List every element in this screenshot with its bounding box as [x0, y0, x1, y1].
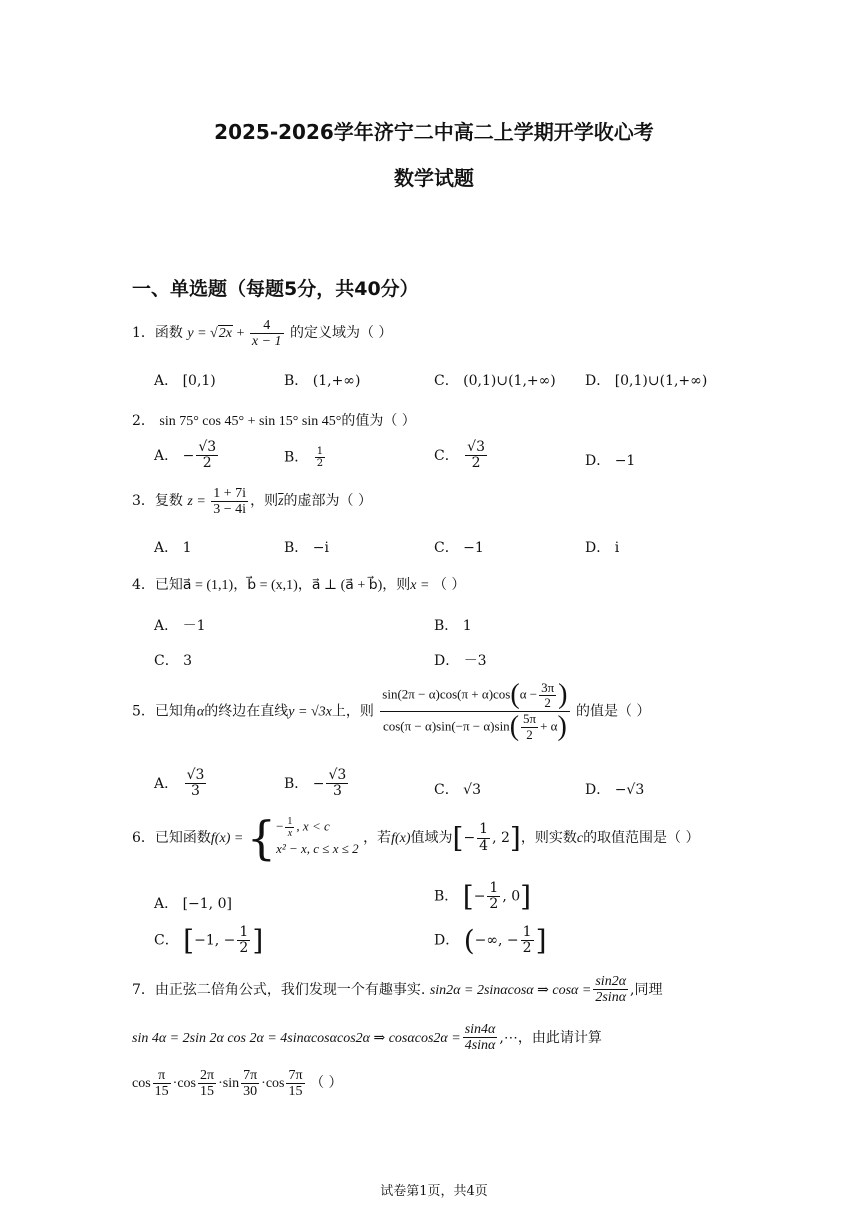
- fraction-numerator: √3: [467, 439, 485, 455]
- option-sign: −: [312, 775, 325, 792]
- option-label: A．: [154, 540, 179, 556]
- option-label: B．: [284, 373, 309, 389]
- line-equation: y = √3x: [288, 704, 332, 720]
- option-value: (0,1)∪(1,+∞): [463, 373, 556, 389]
- q4-option-b[interactable]: [434, 615, 472, 635]
- question-7-line-2: [132, 1022, 602, 1054]
- question-text: 复数: [154, 493, 183, 510]
- q2-option-a[interactable]: [154, 440, 220, 472]
- question-suffix: （ ）: [432, 577, 466, 593]
- math-part: + α: [540, 718, 558, 734]
- question-6: 6．已知函数f(x) = { − $\frac{1}{x}$ , x < c x² − x, c ≤ x ≤ 2 ，若f(x)值域为[− $\frac{1}{4}$ , 2]，则实数c的取值范围是（ ）: [132, 811, 700, 865]
- fraction-denominator: 2: [526, 726, 533, 742]
- question-2: [132, 410, 416, 430]
- trig-fn: ·cos: [261, 1076, 285, 1092]
- option-label: D．: [585, 540, 611, 556]
- option-value: i: [614, 540, 620, 556]
- option-sign: −: [473, 888, 486, 905]
- q4-option-c[interactable]: [154, 650, 192, 670]
- question-text: ，则: [382, 577, 411, 593]
- fraction-denominator: x: [287, 828, 293, 840]
- question-number: 7．: [132, 981, 155, 998]
- piecewise-cases: [276, 816, 359, 860]
- question-text: ，若: [363, 830, 392, 846]
- q3-option-a[interactable]: [154, 537, 192, 557]
- question-suffix: 的虚部为（ ）: [283, 493, 372, 510]
- question-4: [132, 574, 465, 594]
- fraction-denominator: 15: [200, 1084, 215, 1100]
- option-rest: , 0: [502, 888, 521, 905]
- question-number: 3．: [132, 493, 155, 510]
- separator: ，: [297, 577, 312, 593]
- exam-title: 2025-2026学年济宁二中高二上学期开学收心考: [214, 120, 654, 144]
- question-number: 2．: [132, 413, 155, 429]
- fraction-numerator: 1: [489, 879, 499, 896]
- option-label: C．: [434, 540, 459, 556]
- math-lhs: x =: [410, 578, 433, 593]
- fraction-denominator: 30: [243, 1084, 258, 1100]
- case-2: x² − x, c ≤ x ≤ 2: [276, 841, 359, 857]
- q1-option-a[interactable]: [154, 370, 216, 390]
- fraction-numerator: π: [153, 1068, 171, 1084]
- case-sign: −: [276, 818, 284, 834]
- option-label: B．: [284, 775, 309, 792]
- option-label: D．: [585, 453, 611, 469]
- q6-option-c[interactable]: C． [−1, − $\frac{1}{2}$ ]: [154, 923, 264, 957]
- sqrt-arg: 2x: [218, 326, 232, 342]
- math-expression: sin 75° cos 45° + sin 15° sin 45°: [159, 414, 342, 429]
- separator: ，: [233, 577, 248, 593]
- fraction-numerator: √3: [186, 767, 205, 783]
- fraction-denominator: 15: [154, 1084, 169, 1100]
- fraction-numerator: sin2α: [595, 974, 627, 989]
- option-value: 1: [182, 540, 192, 556]
- math-expression: sin 4α = 2sin 2α cos 2α = 4sinαcosαcos2α ⇒ cosαcos2α =: [132, 1030, 461, 1046]
- question-suffix: （ ）: [310, 1075, 343, 1092]
- option-value: －1: [182, 618, 206, 634]
- fraction-numerator: 1 + 7i: [213, 486, 247, 501]
- vector-b: b⃗ = (x,1): [247, 578, 298, 593]
- fraction-numerator: √3: [328, 767, 347, 783]
- function-ref: f(x): [391, 831, 411, 846]
- option-label: C．: [434, 447, 459, 464]
- trig-fn: cos: [132, 1076, 151, 1092]
- option-label: C．: [434, 373, 459, 389]
- option-label: A．: [154, 896, 179, 912]
- option-label: D．: [434, 653, 460, 669]
- fraction-denominator: 3 − 4i: [213, 502, 247, 518]
- fraction-denominator: 3: [191, 783, 200, 800]
- option-label: A．: [154, 618, 179, 634]
- fraction-denominator: 2: [202, 455, 212, 472]
- option-value: [−1, 0]: [182, 896, 232, 912]
- big-fraction-denominator: cos(π − α)sin(−π − α)sin( $\frac{5\pi}{2}$ + α): [382, 710, 567, 742]
- q1-option-c[interactable]: [434, 370, 556, 390]
- option-label: A．: [154, 775, 179, 792]
- fraction-numerator: 7π: [243, 1068, 258, 1083]
- option-label: A．: [154, 373, 179, 389]
- q2-option-c[interactable]: [434, 440, 489, 472]
- option-label: D．: [585, 373, 611, 389]
- option-value: −i: [312, 540, 329, 556]
- case-condition: , x < c: [296, 818, 330, 834]
- option-label: A．: [154, 447, 179, 464]
- fraction-denominator: 2: [239, 940, 249, 956]
- option-value: [0,1)∪(1,+∞): [614, 373, 708, 389]
- question-text: 的终边在直线: [204, 703, 289, 720]
- option-label: D．: [434, 932, 460, 949]
- q3-option-c[interactable]: [434, 537, 484, 557]
- section-heading: 一、单选题（每题5分，共40分）: [132, 278, 419, 300]
- option-value: 3: [183, 653, 193, 669]
- fraction-denominator: 3: [332, 783, 342, 800]
- fraction-numerator: 1: [316, 446, 324, 457]
- range-sign: −: [463, 830, 476, 846]
- question-suffix: 的取值范围是（ ）: [583, 830, 700, 846]
- fraction-numerator: 1: [479, 821, 489, 838]
- question-7-line-1: [132, 974, 663, 1006]
- question-number: 6．: [132, 830, 155, 846]
- q5-option-d[interactable]: [585, 779, 644, 799]
- option-label: B．: [434, 618, 459, 634]
- option-label: C．: [434, 782, 459, 798]
- option-label: C．: [154, 932, 179, 949]
- q2-option-d[interactable]: [585, 450, 635, 470]
- question-suffix: 的定义域为（ ）: [289, 325, 393, 342]
- question-text: 已知函数: [154, 830, 211, 846]
- page-footer: 试卷第1页，共4页: [380, 1184, 488, 1199]
- question-number: 1．: [132, 325, 155, 342]
- question-suffix: 的值是（ ）: [575, 703, 651, 720]
- q6-option-b[interactable]: B． [− $\frac{1}{2}$ , 0]: [434, 879, 532, 913]
- exam-subtitle: 数学试题: [394, 166, 474, 190]
- fraction-numerator: 5π: [523, 711, 537, 727]
- question-text: ，则实数: [520, 830, 577, 846]
- option-prefix: −∞, −: [474, 932, 519, 949]
- option-sign: −: [182, 447, 195, 464]
- fraction-denominator: 4sinα: [464, 1038, 496, 1054]
- q5-option-a[interactable]: [154, 768, 208, 800]
- question-suffix: 的值为（ ）: [341, 413, 416, 429]
- question-3: [132, 486, 372, 518]
- fraction-numerator: 3π: [541, 679, 555, 695]
- angle-alpha: α: [196, 704, 205, 720]
- fraction-numerator: 4: [250, 318, 284, 334]
- fraction-denominator: x − 1: [251, 334, 282, 350]
- option-prefix: −1, −: [194, 932, 236, 949]
- perpendicular-condition: a⃗ ⊥ (a⃗ + b⃗): [311, 578, 383, 593]
- trig-fn: ·cos: [172, 1076, 196, 1092]
- fraction-numerator: √3: [198, 439, 217, 455]
- option-value: [0,1): [182, 373, 216, 389]
- question-number: 5．: [132, 703, 155, 720]
- function-lhs: f(x) =: [210, 831, 247, 846]
- fraction-numerator: 1: [239, 923, 249, 940]
- big-fraction-numerator: sin(2π − α)cos(π + α)cos(α − $\frac{3\pi}{2}$ ): [382, 679, 568, 710]
- option-label: B．: [434, 888, 459, 905]
- q3-option-d[interactable]: [585, 537, 619, 557]
- question-text: ,同理: [630, 981, 663, 998]
- question-text: 已知: [154, 577, 183, 593]
- math-part: cos(π − α)sin(−π − α)sin: [382, 718, 510, 734]
- q5-option-b[interactable]: [284, 768, 350, 800]
- fraction-denominator: 2: [489, 896, 499, 912]
- q2-option-b[interactable]: [284, 446, 327, 469]
- math-lhs: z =: [187, 494, 210, 510]
- option-value: −√3: [614, 782, 645, 798]
- question-text: ,⋯，由此请计算: [499, 1029, 602, 1046]
- q4-option-a[interactable]: [154, 615, 206, 635]
- question-text: ，则: [250, 493, 279, 510]
- math-part: α −: [519, 686, 538, 702]
- q1-option-d[interactable]: [585, 370, 707, 390]
- option-label: C．: [154, 653, 179, 669]
- fraction-denominator: 2: [544, 694, 551, 710]
- fraction-numerator: 7π: [288, 1068, 303, 1083]
- q5-option-c[interactable]: [434, 779, 481, 799]
- question-text: 函数: [154, 325, 183, 342]
- fraction-numerator: 1: [522, 923, 532, 940]
- math-part: sin(2π − α)cos(π + α)cos: [382, 686, 511, 702]
- q1-option-b[interactable]: [284, 370, 360, 390]
- fraction-denominator: 2: [522, 940, 532, 956]
- option-value: (1,+∞): [312, 373, 361, 389]
- q6-option-a[interactable]: [154, 893, 232, 913]
- range-rest: , 2: [492, 830, 510, 846]
- question-text: 上，则: [331, 703, 374, 720]
- fraction-denominator: 2sinα: [595, 990, 627, 1006]
- option-value: −1: [614, 453, 636, 469]
- option-value: −1: [463, 540, 484, 556]
- q6-option-d[interactable]: D． (−∞, − $\frac{1}{2}$ ]: [434, 923, 547, 957]
- trig-fn: ·sin: [218, 1076, 240, 1092]
- option-value: 1: [462, 618, 472, 634]
- q3-option-b[interactable]: [284, 537, 329, 557]
- option-label: B．: [284, 540, 309, 556]
- option-value: －3: [463, 653, 487, 669]
- math-expression: sin2α = 2sinαcosα ⇒ cosα =: [429, 982, 592, 998]
- fraction-numerator: sin4α: [464, 1022, 496, 1037]
- fraction-denominator: 2: [316, 458, 324, 469]
- option-label: D．: [585, 782, 611, 798]
- variable-c: c: [576, 831, 584, 846]
- conjugate-z: $\overline{z}$: [278, 494, 284, 510]
- question-number: 4．: [132, 577, 155, 593]
- vector-a: a⃗ = (1,1): [182, 578, 234, 593]
- question-7-line-3: [132, 1068, 343, 1100]
- big-fraction: [380, 680, 569, 743]
- question-text: 由正弦二倍角公式，我们发现一个有趣事实.: [154, 981, 426, 998]
- math-lhs: y =: [187, 326, 211, 342]
- fraction-numerator: 1: [287, 816, 293, 828]
- fraction-denominator: 4: [479, 837, 489, 854]
- question-text: 值域为: [410, 830, 453, 846]
- question-1: 1．函数 y = √2x + $\frac{4}{x - 1}$ 的定义域为（ ）: [132, 318, 393, 350]
- math-op: +: [232, 326, 248, 342]
- question-5: [132, 680, 650, 743]
- option-label: B．: [284, 449, 309, 466]
- fraction-numerator: 2π: [200, 1068, 215, 1083]
- option-value: √3: [463, 782, 481, 798]
- fraction-denominator: 2: [471, 455, 481, 472]
- question-text: 已知角: [154, 703, 197, 720]
- fraction-denominator: 15: [288, 1084, 303, 1100]
- q4-option-d[interactable]: [434, 650, 487, 670]
